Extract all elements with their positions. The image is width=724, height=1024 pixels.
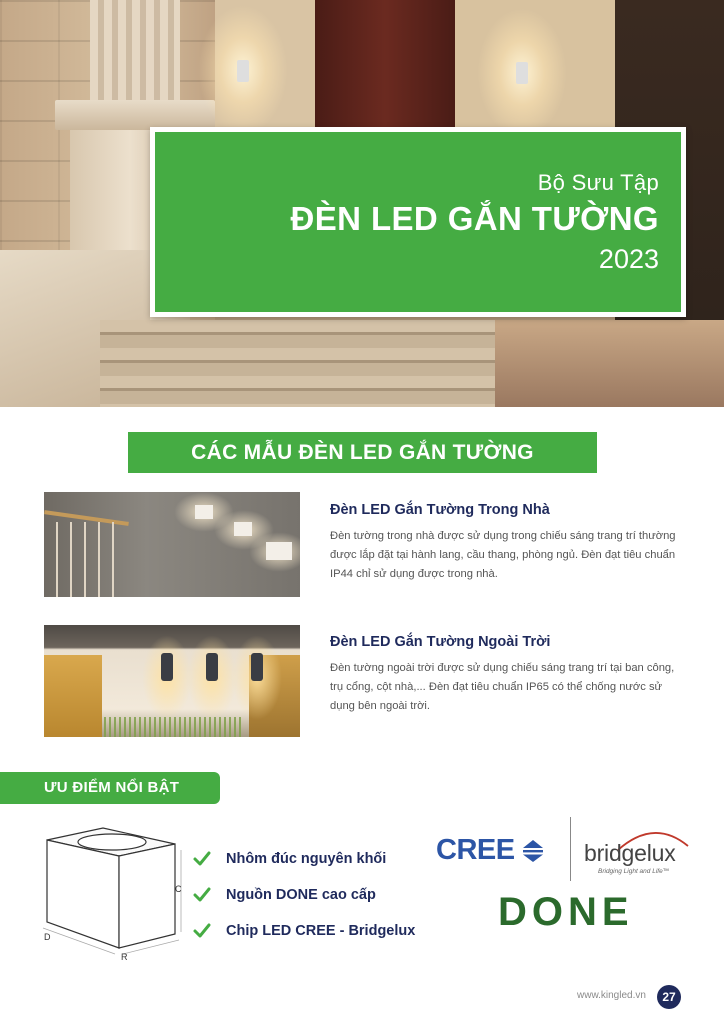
outdoor-lamp bbox=[161, 653, 173, 681]
title-card bbox=[150, 127, 686, 317]
product-title: Đèn LED Gắn Tường Ngoài Trời bbox=[330, 634, 551, 650]
feature-item bbox=[192, 877, 442, 913]
bridgelux-wordmark: bridgelux bbox=[584, 840, 676, 866]
cree-mark-icon bbox=[521, 838, 545, 864]
product-info-outdoor bbox=[330, 634, 690, 716]
product-info-indoor bbox=[330, 502, 690, 584]
wall-light bbox=[195, 505, 213, 519]
collection-subtitle: Bộ Sưu Tập bbox=[537, 170, 659, 195]
lit-window bbox=[44, 655, 102, 737]
bridgelux-logo bbox=[584, 824, 694, 880]
feature-label: Nguồn DONE cao cấp bbox=[226, 887, 376, 903]
title-card-inner bbox=[155, 132, 681, 312]
feature-list bbox=[192, 841, 442, 949]
indoor-lamp-photo bbox=[44, 492, 300, 597]
dimension-label-r: R bbox=[121, 952, 128, 962]
wall-lamp bbox=[237, 60, 249, 82]
collection-title: ĐÈN LED GẮN TƯỜNG bbox=[290, 200, 659, 237]
box-dimension-diagram bbox=[35, 822, 195, 964]
check-icon bbox=[192, 921, 212, 941]
dimension-label-d: D bbox=[44, 932, 51, 942]
outdoor-lamp-photo bbox=[44, 625, 300, 737]
page-number: 27 bbox=[657, 985, 681, 1009]
product-description: Đèn tường trong nhà được sử dụng trong chiếu sáng trang trí thường được lắp đặt tại hành lang, cầu thang, phòng ngủ. Đèn đạt tiêu chuẩn IP44 chỉ sử dụng được trong nhà. bbox=[330, 530, 676, 580]
check-icon bbox=[192, 849, 212, 869]
feature-item bbox=[192, 913, 442, 949]
grass bbox=[104, 717, 244, 737]
outdoor-lamp bbox=[251, 653, 263, 681]
feature-item bbox=[192, 841, 442, 877]
column-cap bbox=[55, 100, 215, 130]
logo-divider bbox=[570, 817, 571, 881]
feature-label: Nhôm đúc nguyên khối bbox=[226, 851, 387, 867]
feature-label: Chip LED CREE - Bridgelux bbox=[226, 923, 416, 939]
wall-lamp bbox=[516, 62, 528, 84]
advantages-heading: ƯU ĐIỂM NỔI BẬT bbox=[0, 772, 220, 804]
website-url: www.kingled.vn bbox=[577, 990, 646, 1001]
cree-wordmark: CREE bbox=[436, 834, 515, 866]
check-icon bbox=[192, 885, 212, 905]
section-heading: CÁC MẪU ĐÈN LED GẮN TƯỜNG bbox=[128, 432, 597, 473]
outdoor-lamp bbox=[206, 653, 218, 681]
wall-light bbox=[266, 542, 292, 560]
stair-balusters bbox=[44, 522, 124, 597]
bridgelux-tagline: Bridging Light and Life™ bbox=[598, 868, 670, 875]
cree-logo bbox=[436, 834, 545, 867]
product-description: Đèn tường ngoài trời được sử dụng chiếu sáng trang trí tại ban công, trụ cổng, cột nhà,... Đèn đạt tiêu chuẩn IP65 có thể chống nước sử dụng bên ngoài trời. bbox=[330, 662, 675, 712]
done-logo: DONE bbox=[498, 890, 634, 934]
collection-year: 2023 bbox=[598, 244, 659, 274]
wooden-door bbox=[315, 0, 455, 130]
dimension-label-c: C bbox=[175, 884, 182, 894]
stair-railing-right bbox=[495, 320, 724, 407]
product-title: Đèn LED Gắn Tường Trong Nhà bbox=[330, 502, 550, 518]
